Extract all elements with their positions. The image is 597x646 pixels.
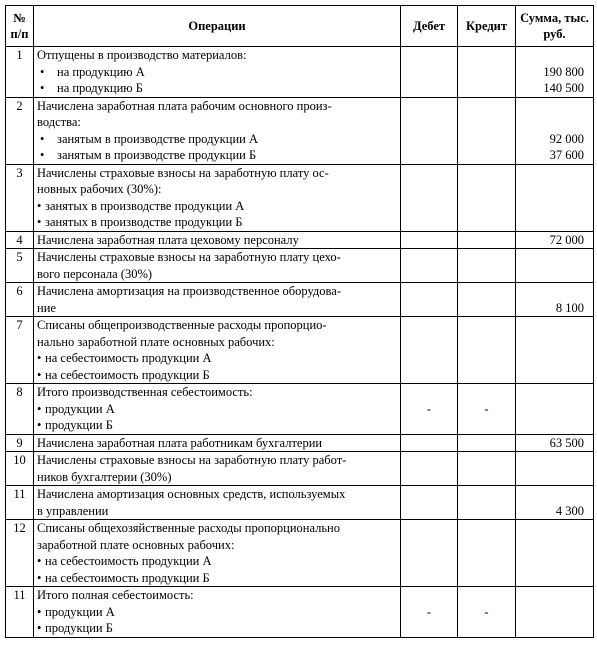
operation-cell [34,47,401,98]
bullet-item: • продукции А [37,401,397,418]
debit-cell [401,434,458,452]
table-body [6,47,594,638]
bullet-item: • продукции Б [37,620,397,637]
operation-cell [34,520,401,587]
operation-cell [34,317,401,384]
row-number: 6 [6,283,34,317]
row-number: 8 [6,384,34,435]
table-row [6,587,594,638]
credit-cell [458,249,516,283]
row-number: 4 [6,231,34,249]
amount-value: 4 300 [555,503,584,518]
bullet-item: • занятым в производстве продукции Б [37,147,397,164]
bullet-item: • на себестоимость продукции Б [37,570,397,587]
operation-text: Начислена амортизация основных средств, используемых [37,487,346,501]
operations-table [5,5,594,638]
debit-cell [401,249,458,283]
row-number: 11 [6,587,34,638]
table-row [6,231,594,249]
row-number: 3 [6,164,34,231]
credit-cell [458,283,516,317]
amount-cell [516,317,594,384]
amount-cell [516,231,594,249]
table-row [6,164,594,231]
bullet-item: • занятых в производстве продукции А [37,198,397,215]
operation-cell [34,434,401,452]
operation-cell [34,486,401,520]
operation-text: Начислена амортизация на производственное оборудова- [37,284,341,298]
header-amount: Сумма, тыс. руб. [516,6,594,47]
operation-cell [34,283,401,317]
credit-cell [458,486,516,520]
bullet-item: • на себестоимость продукции Б [37,367,397,384]
operation-cell [34,587,401,638]
debit-cell: - [401,384,458,435]
credit-cell [458,231,516,249]
table-row [6,452,594,486]
credit-cell [458,520,516,587]
credit-cell: - [458,587,516,638]
amount-cell [516,164,594,231]
credit-cell [458,317,516,384]
debit-cell [401,231,458,249]
debit-cell [401,283,458,317]
bullet-item: • занятых в производстве продукции Б [37,214,397,231]
table-header-row [6,6,594,47]
table-row [6,384,594,435]
operation-text: в управлении [37,503,109,518]
operation-cell [34,164,401,231]
amount-cell [516,384,594,435]
amount-value: 37 600 [549,148,584,162]
operation-text: Начислена заработная плата рабочим основного произ- [37,98,332,113]
operation-text: Итого полная себестоимость: [37,588,194,602]
operation-text: Начислена заработная плата работникам бухгалтерии [37,435,323,450]
operation-text: Списаны общехозяйственные расходы пропорционально [37,521,340,535]
table-row [6,434,594,452]
operation-text: водства: [37,115,81,129]
amount-spacer [516,98,584,115]
amount-cell [516,520,594,587]
bullet-item: • на продукцию Б [37,80,397,97]
operation-text: ние [37,300,56,315]
amount-value: 8 100 [555,300,584,315]
operation-text: ников бухгалтерии (30%) [37,469,172,484]
operation-text: новных рабочих (30%): [37,182,162,196]
amount-cell [516,249,594,283]
operation-text: заработной плате основных рабочих: [37,537,235,552]
operation-cell [34,249,401,283]
debit-cell [401,97,458,164]
operation-text: Начислены страховые взносы на заработную плату ос- [37,165,329,180]
credit-cell [458,47,516,98]
amount-cell [516,283,594,317]
header-credit: Кредит [458,6,516,47]
bullet-item: • продукции Б [37,417,397,434]
bullet-item: • на себестоимость продукции А [37,553,397,570]
header-operations: Операции [34,6,401,47]
bullet-item: • на себестоимость продукции А [37,350,397,367]
amount-spacer [516,283,584,300]
operation-text: вого персонала (30%) [37,266,153,281]
table-row [6,520,594,587]
operation-text: Начислены страховые взносы на заработную плату цехо- [37,250,341,264]
credit-cell [458,164,516,231]
credit-cell [458,452,516,486]
debit-cell [401,47,458,98]
operation-cell [34,231,401,249]
table-row [6,317,594,384]
amount-value: 63 500 [549,435,584,450]
row-number: 2 [6,97,34,164]
operation-text: Списаны общепроизводственные расходы пропорцио- [37,318,327,332]
debit-cell [401,452,458,486]
operation-text: Начислены страховые взносы на заработную плату работ- [37,453,347,467]
table-row [6,97,594,164]
debit-cell [401,164,458,231]
operation-text: Начислена заработная плата цеховому персоналу [37,232,299,247]
header-debit: Дебет [401,6,458,47]
table-row [6,283,594,317]
amount-cell [516,587,594,638]
row-number: 11 [6,486,34,520]
bullet-item: • продукции А [37,604,397,621]
amount-value: 92 000 [549,131,584,146]
table-row [6,249,594,283]
amount-spacer [516,47,584,64]
header-num: № п/п [6,6,34,47]
amount-cell [516,97,594,164]
bullet-item: • занятым в производстве продукции А [37,131,397,148]
bullet-item: • на продукцию А [37,64,397,81]
debit-cell [401,317,458,384]
amount-cell [516,47,594,98]
operation-cell [34,452,401,486]
operation-cell [34,384,401,435]
row-number: 12 [6,520,34,587]
operation-cell [34,97,401,164]
amount-cell [516,486,594,520]
credit-cell [458,97,516,164]
row-number: 5 [6,249,34,283]
row-number: 10 [6,452,34,486]
credit-cell: - [458,384,516,435]
amount-cell [516,434,594,452]
table-row [6,47,594,98]
operation-text: Итого производственная себестоимость: [37,385,253,399]
amount-value: 190 800 [543,64,584,79]
row-number: 1 [6,47,34,98]
row-number: 7 [6,317,34,384]
debit-cell: - [401,587,458,638]
operation-text: Отпущены в производство материалов: [37,48,247,62]
amount-value: 72 000 [549,232,584,247]
row-number: 9 [6,434,34,452]
debit-cell [401,520,458,587]
operation-text: нально заработной плате основных рабочих: [37,334,275,349]
amount-cell [516,452,594,486]
amount-value: 140 500 [543,81,584,95]
table-row [6,486,594,520]
credit-cell [458,434,516,452]
amount-spacer [516,114,584,131]
debit-cell [401,486,458,520]
amount-spacer [516,486,584,503]
